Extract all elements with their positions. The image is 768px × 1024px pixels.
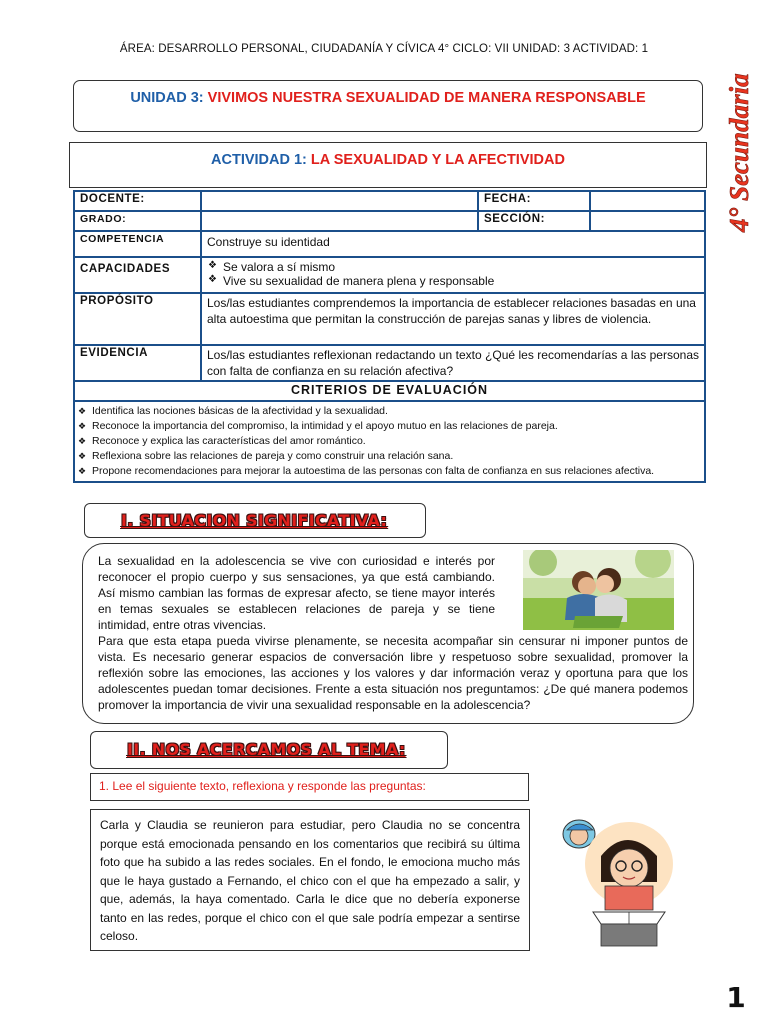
docente-label: DOCENTE: xyxy=(74,191,201,211)
fecha-field[interactable] xyxy=(590,191,705,211)
student-reading-illustration xyxy=(553,812,683,952)
activity-title-box xyxy=(69,142,707,188)
page-header: ÁREA: DESARROLLO PERSONAL, CIUDADANÍA Y CÍVICA 4° CICLO: VII UNIDAD: 3 ACTIVIDAD: 1 xyxy=(119,43,649,55)
grado-label: GRADO: xyxy=(74,211,201,231)
seccion-field[interactable] xyxy=(590,211,705,231)
section1-title-box xyxy=(84,503,426,538)
capacidades-label: CAPACIDADES xyxy=(74,257,201,293)
section2-title: II. NOS ACERCAMOS AL TEMA: xyxy=(127,740,406,759)
grade-side-text: 4° Secundaria xyxy=(724,73,754,232)
criterio-item: ❖ Propone recomendaciones para mejorar la autoestima de las personas con falta de confianza en sus relaciones afectiva. xyxy=(78,464,701,479)
capacidades-cell xyxy=(201,257,705,293)
proposito-value: Los/las estudiantes comprendemos la importancia de establecer relaciones basadas en una alta autoestima que permitan la construcción de parejas sanas y libres de violencia. xyxy=(201,293,705,345)
section2-title-box xyxy=(90,731,448,769)
competencia-label: COMPETENCIA xyxy=(74,231,201,257)
criterio-item: ❖ Reflexiona sobre las relaciones de pareja y como construir una relación sana. xyxy=(78,449,701,464)
criterio-item: ❖ Reconoce la importancia del compromiso, la intimidad y el apoyo mutuo en las relaciones de pareja. xyxy=(78,419,701,434)
unit-title-box xyxy=(73,80,703,132)
proposito-label: PROPÓSITO xyxy=(74,293,201,345)
info-table xyxy=(73,190,706,483)
capacidad-item: ❖ Vive su sexualidad de manera plena y responsable xyxy=(207,274,699,288)
capacidades-list xyxy=(207,260,699,288)
unit-title: VIVIMOS NUESTRA SEXUALIDAD DE MANERA RESPONSABLE xyxy=(207,90,646,106)
criterios-cell xyxy=(74,401,705,482)
fecha-label: FECHA: xyxy=(478,191,590,211)
page-number-text: 1 xyxy=(726,981,746,1012)
story-box xyxy=(90,809,530,951)
unit-prefix: UNIDAD 3: xyxy=(130,90,204,106)
seccion-label: SECCIÓN: xyxy=(478,211,590,231)
activity-prefix: ACTIVIDAD 1: xyxy=(211,152,307,168)
criterio-item: ❖ Identifica las nociones básicas de la afectividad y la sexualidad. xyxy=(78,404,701,419)
situation-para-1: La sexualidad en la adolescencia se vive con curiosidad e interés por reconocer el propio cuerpo y sus sensaciones, ya que está cambiando. Así mismo cambian las formas de expresar afecto, se tiene mayor interés en temas sexuales se establecen relaciones de pareja y se tiene intimidad, entre otras vivencias. xyxy=(98,554,495,632)
grade-side-label xyxy=(708,60,764,240)
page-number xyxy=(724,980,748,1012)
situation-box xyxy=(82,543,694,724)
story-text: Carla y Claudia se reunieron para estudiar, pero Claudia no se concentra porque está emocionada pensando en los comentarios que recibirá su última foto que ha subido a las redes sociales. En el fondo, le emociona mucho más que le haya gustado a Fernando, el chico con el que ha empezado a salir, y que, además, la haya comentado. Carla le dice que no debería exponerse tanto en las redes, porque el chico con el que sale podría empezar a sentirse celoso. xyxy=(100,818,520,943)
situation-para-2: Para que esta etapa pueda vivirse plenamente, se necesita acompañar sin censurar ni imponer puntos de vista. Es necesario generar espacios de conversación libre y respetuoso sobre sexualidad, promover la reflexión sobre las emociones, las acciones y los valores y dar información veraz y oportuna para que los adolescentes puedan tomar decisiones. Frente a esta situación nos preguntamos: ¿De qué manera podemos promover la importancia de vivir una sexualidad responsable en la adolescencia? xyxy=(98,634,688,712)
criterios-list xyxy=(78,404,701,479)
criterio-item: ❖ Reconoce y explica las características del amor romántico. xyxy=(78,434,701,449)
docente-field[interactable] xyxy=(201,191,478,211)
reading-task: 1. Lee el siguiente texto, reflexiona y responde las preguntas: xyxy=(90,773,529,801)
evidencia-value: Los/las estudiantes reflexionan redactando un texto ¿Qué les recomendarías a las personas con falta de confianza en su relación afectiva? xyxy=(201,345,705,381)
grado-field[interactable] xyxy=(201,211,478,231)
evidencia-label: EVIDENCIA xyxy=(74,345,201,381)
teen-couple-photo xyxy=(523,550,674,630)
capacidad-item: ❖ Se valora a sí mismo xyxy=(207,260,699,274)
activity-title: LA SEXUALIDAD Y LA AFECTIVIDAD xyxy=(310,152,565,168)
section1-title: I. SITUACION SIGNIFICATIVA: xyxy=(121,511,388,530)
criterios-title: CRITERIOS DE EVALUACIÓN xyxy=(74,381,705,401)
competencia-value: Construye su identidad xyxy=(201,231,705,257)
